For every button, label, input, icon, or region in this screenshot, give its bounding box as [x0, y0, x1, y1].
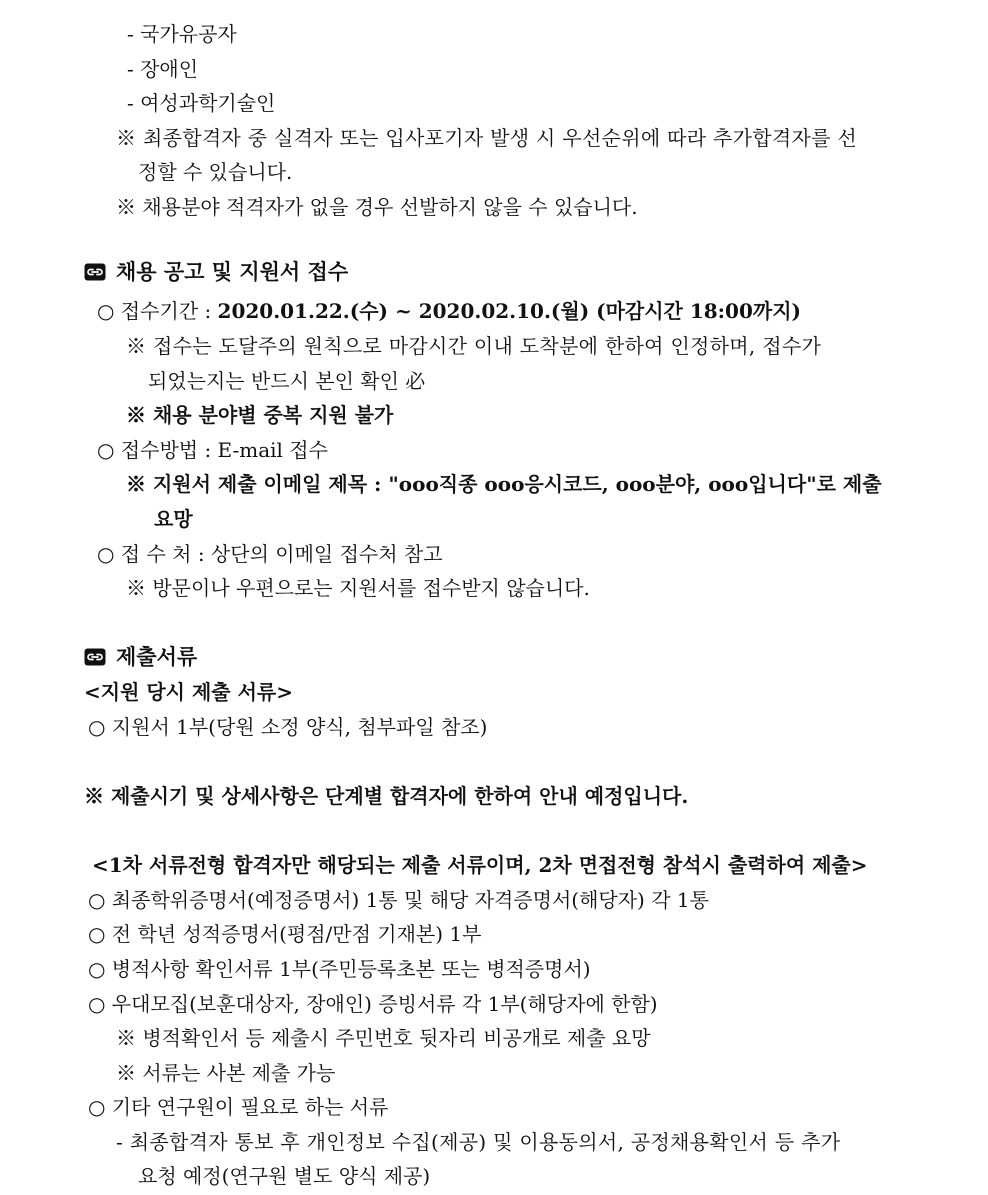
note-copy-allowed: ※ 서류는 사본 제출 가능 — [116, 1061, 336, 1085]
receipt-place: ○ 접 수 처 : 상단의 이메일 접수처 참고 — [97, 542, 443, 566]
list-item-disabled: - 장애인 — [127, 57, 199, 81]
note-additional-pass: ※ 최종합격자 중 실격자 또는 입사포기자 발생 시 우선순위에 따라 추가합격자를 선 — [116, 126, 857, 150]
doc-other: ○ 기타 연구원이 필요로 하는 서류 — [88, 1095, 389, 1119]
note-additional-request-cont: 요청 예정(연구원 별도 양식 제공) — [138, 1164, 431, 1188]
note-no-visit: ※ 방문이나 우편으로는 지원서를 접수받지 않습니다. — [126, 576, 590, 600]
section-heading-recruitment — [84, 258, 348, 286]
doc-preference-proof: ○ 우대모집(보훈대상자, 장애인) 증빙서류 각 1부(해당자에 한함) — [88, 992, 658, 1016]
doc-military-record: ○ 병적사항 확인서류 1부(주민등록초본 또는 병적증명서) — [88, 957, 591, 981]
subheading-stage1-docs: <1차 서류전형 합격자만 해당되는 제출 서류이며, 2차 면접전형 참석시 출력하여 제출> — [92, 853, 868, 877]
section-title: 채용 공고 및 지원서 접수 — [116, 260, 349, 284]
note-arrival-rule-cont: 되었는지는 반드시 본인 확인 必 — [148, 369, 426, 393]
note-additional-request: - 최종합격자 통보 후 개인정보 수집(제공) 및 이용동의서, 공정채용확인서 등 추가 — [116, 1130, 841, 1154]
note-hide-resident-number: ※ 병적확인서 등 제출시 주민번호 뒷자리 비공개로 제출 요망 — [116, 1026, 651, 1050]
receipt-period — [97, 297, 801, 325]
link-icon — [84, 648, 106, 666]
note-email-subject-cont: 요망 — [154, 507, 193, 531]
doc-transcript: ○ 전 학년 성적증명서(평점/만점 기재본) 1부 — [88, 922, 482, 946]
note-no-qualified: ※ 채용분야 적격자가 없을 경우 선발하지 않을 수 있습니다. — [116, 195, 638, 219]
note-arrival-rule: ※ 접수는 도달주의 원칙으로 마감시간 이내 도착분에 한하여 인정하며, 접수가 — [126, 334, 822, 358]
receipt-method: ○ 접수방법 : E-mail 접수 — [97, 438, 328, 462]
list-item-veterans: - 국가유공자 — [127, 22, 237, 46]
receipt-period-value: 2020.01.22.(수) ~ 2020.02.10.(월) (마감시간 18:00까지) — [217, 299, 801, 323]
link-icon — [84, 263, 106, 281]
doc-degree-certificate: ○ 최종학위증명서(예정증명서) 1통 및 해당 자격증명서(해당자) 각 1통 — [88, 888, 709, 912]
note-additional-pass-cont: 정할 수 있습니다. — [138, 160, 293, 184]
notice-submission-timing: ※ 제출시기 및 상세사항은 단계별 합격자에 한하여 안내 예정입니다. — [84, 784, 689, 808]
section-heading-documents — [84, 643, 197, 671]
doc-application-form: ○ 지원서 1부(당원 소정 양식, 첨부파일 참조) — [88, 715, 488, 739]
subheading-application-docs: <지원 당시 제출 서류> — [84, 680, 293, 704]
receipt-period-label: ○ 접수기간 : — [97, 299, 218, 323]
list-item-women-scientists: - 여성과학기술인 — [127, 91, 276, 115]
section-title: 제출서류 — [116, 645, 198, 669]
note-no-duplicate: ※ 채용 분야별 중복 지원 불가 — [126, 403, 394, 427]
note-email-subject: ※ 지원서 제출 이메일 제목 : "ooo직종 ooo응시코드, ooo분야, ooo입니다"로 제출 — [126, 472, 882, 496]
